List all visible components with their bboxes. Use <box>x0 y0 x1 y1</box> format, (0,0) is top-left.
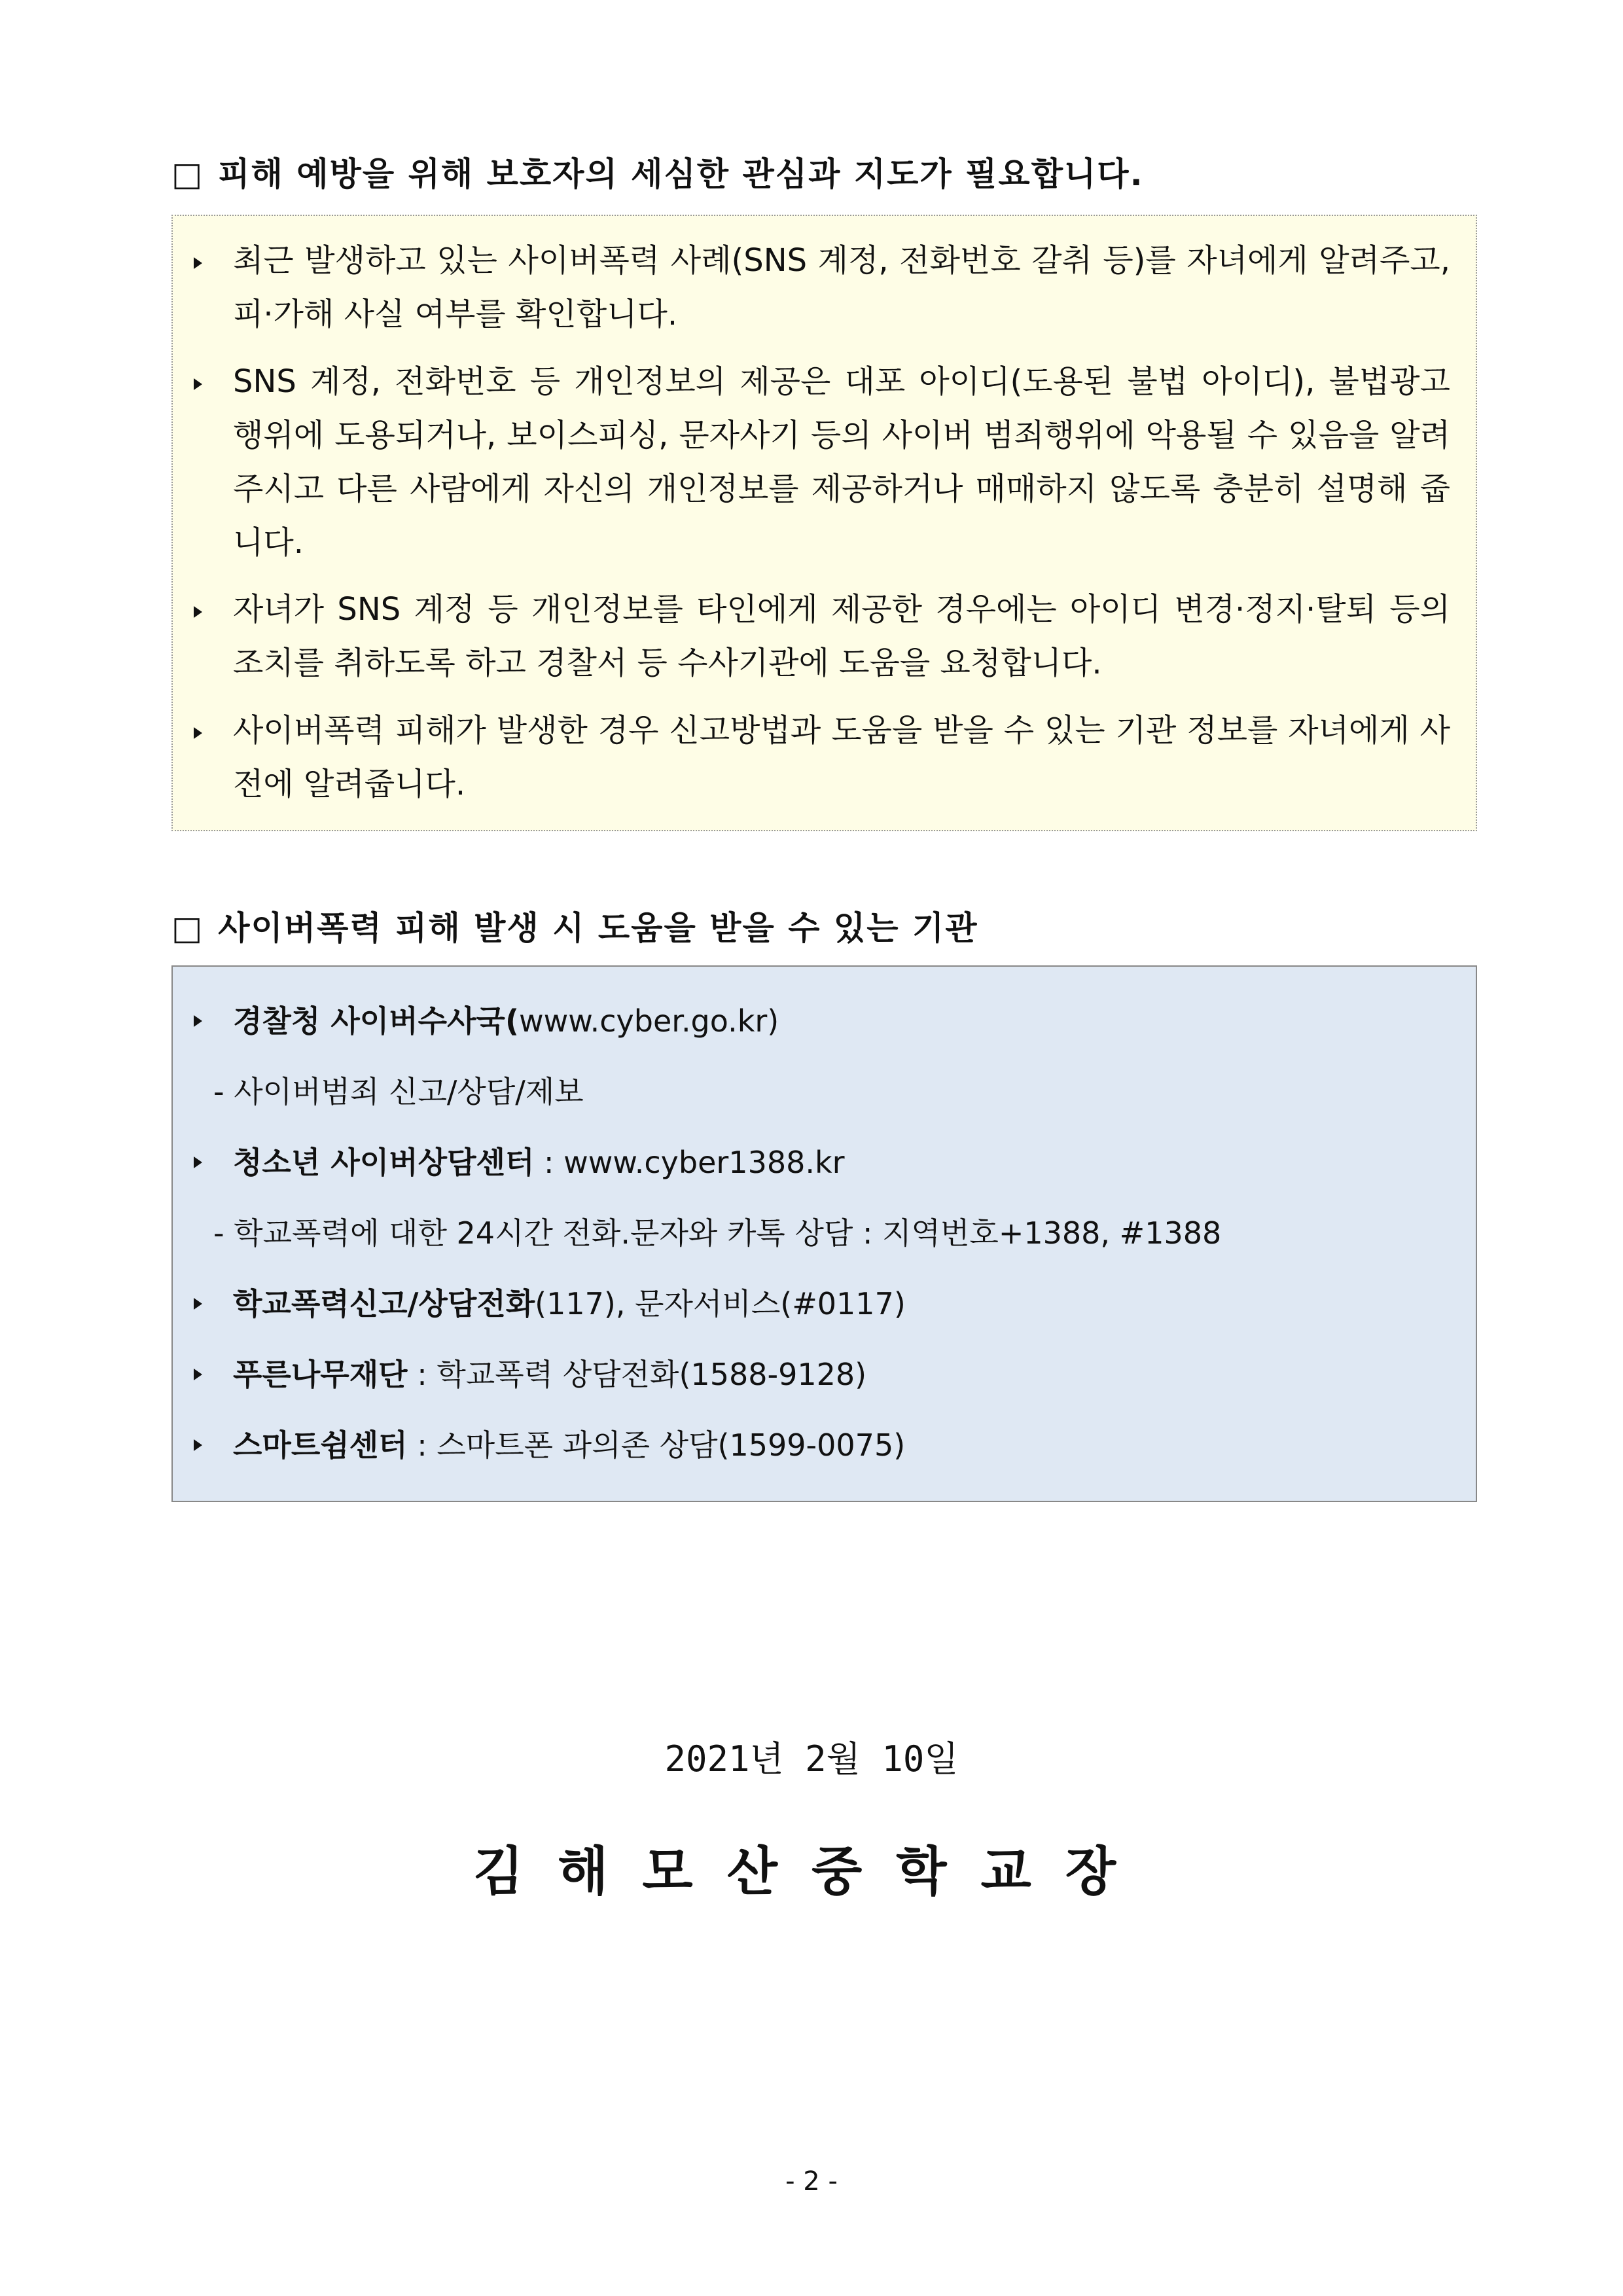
organization-item <box>194 1143 845 1182</box>
organization-name: 청소년 사이버상담센터 <box>233 1145 535 1180</box>
section2-heading-text: 사이버폭력 피해 발생 시 도움을 받을 수 있는 기관 <box>218 909 978 947</box>
triangle-bullet-icon <box>194 1298 202 1310</box>
triangle-bullet-icon <box>194 727 202 739</box>
help-organizations-panel <box>171 965 1477 1502</box>
section2-heading <box>171 902 978 949</box>
organization-subitem: - 학교폭력에 대한 24시간 전화.문자와 카톡 상담 : 지역번호+1388, #1388 <box>213 1215 1222 1251</box>
organization-detail: : 스마트폰 과의존 상담(1599-0075) <box>407 1427 906 1463</box>
page-number: - 2 - <box>785 2166 838 2197</box>
document-date: 2021년 2월 10일 <box>664 1738 959 1780</box>
prevention-tips-panel <box>171 215 1477 831</box>
triangle-bullet-icon <box>194 1157 202 1168</box>
organization-item <box>194 1355 866 1394</box>
organization-name: 학교폭력신고/상담전화 <box>233 1286 535 1321</box>
triangle-bullet-icon <box>194 1439 202 1451</box>
list-item-text: 자녀가 SNS 계정 등 개인정보를 타인에게 제공한 경우에는 아이디 변경·정지·탈퇴 등의 조치를 취하도록 하고 경찰서 등 수사기관에 도움을 요청합니다. <box>233 591 1450 681</box>
organization-detail: : www.cyber1388.kr <box>534 1145 845 1180</box>
organization-item <box>194 1284 906 1323</box>
organization-detail: : 학교폭력 상담전화(1588-9128) <box>407 1357 867 1392</box>
section1-heading <box>171 148 1144 195</box>
triangle-bullet-icon <box>194 378 202 390</box>
triangle-bullet-icon <box>194 1015 202 1027</box>
organization-item <box>194 1426 905 1465</box>
list-item-text: 사이버폭력 피해가 발생한 경우 신고방법과 도움을 받을 수 있는 기관 정보를 자녀에게 사전에 알려줍니다. <box>233 712 1450 802</box>
organization-subitem: - 사이버범죄 신고/상담/제보 <box>213 1074 584 1109</box>
triangle-bullet-icon <box>194 606 202 618</box>
triangle-bullet-icon <box>194 1369 202 1380</box>
triangle-bullet-icon <box>194 257 202 269</box>
organization-item <box>194 1001 779 1041</box>
organization-name: 푸른나무재단 <box>233 1357 408 1392</box>
checkbox-icon: □ <box>171 155 204 193</box>
organization-name: 경찰청 사이버수사국( <box>233 1003 519 1039</box>
section1-heading-text: 피해 예방을 위해 보호자의 세심한 관심과 지도가 필요합니다. <box>218 155 1144 193</box>
list-item-text: SNS 계정, 전화번호 등 개인정보의 제공은 대포 아이디(도용된 불법 아이디), 불법광고 행위에 도용되거나, 보이스피싱, 문자사기 등의 사이버 범죄행위에 악용될 수 있음을 알려주시고 다른 사람에게 자신의 개인정보를 제공하거나 매매하지 않도록 충분히 설명해 줍니다. <box>233 363 1450 561</box>
list-item-text: 최근 발생하고 있는 사이버폭력 사례(SNS 계정, 전화번호 갈취 등)를 자녀에게 알려주고, 피·가해 사실 여부를 확인합니다. <box>233 242 1450 332</box>
organization-detail: www.cyber.go.kr) <box>518 1003 779 1039</box>
school-principal-signature: 김해모산중학교장 <box>473 1840 1150 1902</box>
organization-detail: (117), 문자서비스(#0117) <box>535 1286 906 1321</box>
organization-name: 스마트쉼센터 <box>233 1427 408 1463</box>
checkbox-icon: □ <box>171 909 204 947</box>
